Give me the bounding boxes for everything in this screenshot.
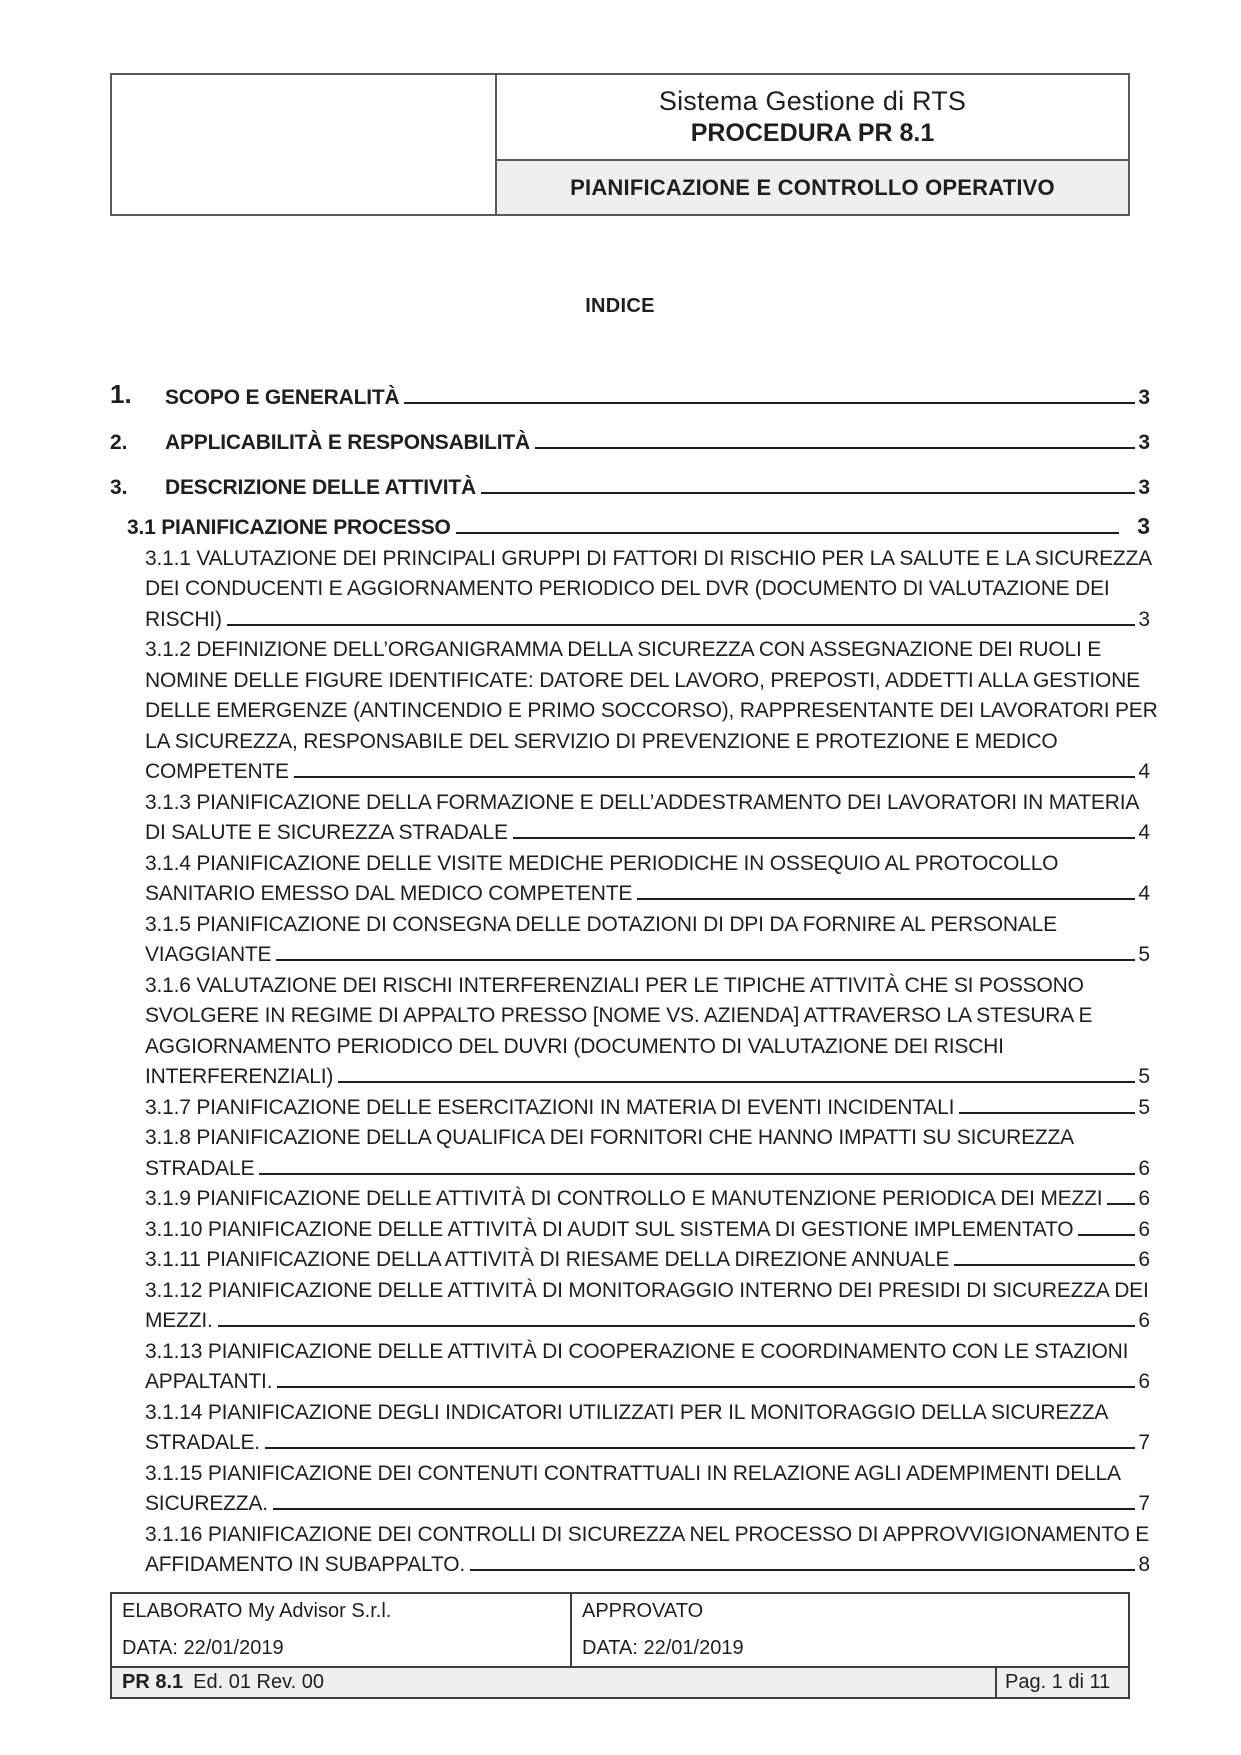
toc-item — [110, 1242, 1150, 1273]
toc-page-number: 6 — [1138, 1217, 1150, 1241]
toc-line — [110, 845, 1150, 876]
toc-item-text: 3.1.6 VALUTAZIONE DEI RISCHI INTERFERENZIALI PER LE TIPICHE ATTIVITÀ CHE SI POSSONO — [145, 973, 1084, 997]
toc-item-text: APPALTANTI. — [145, 1370, 273, 1393]
toc-page-number: 4 — [1138, 821, 1150, 844]
toc-item — [110, 1181, 1150, 1212]
toc-item-text: 3.1.7 PIANIFICAZIONE DELLE ESERCITAZIONI IN MATERIA DI EVENTI INCIDENTALI — [145, 1095, 955, 1119]
toc-page-number: 3 — [1138, 607, 1150, 631]
toc-item — [110, 906, 1150, 967]
toc-page-number: 5 — [1138, 943, 1150, 966]
toc-leader-line — [259, 1173, 1135, 1175]
toc-leader-line — [294, 776, 1135, 778]
elaborato-date: DATA: 22/01/2019 — [122, 1637, 284, 1659]
toc-leader-line — [1107, 1203, 1135, 1205]
toc-leader-line — [535, 447, 1135, 449]
toc-item-text: AFFIDAMENTO IN SUBAPPALTO. — [145, 1553, 465, 1576]
toc-line — [110, 1181, 1150, 1212]
toc-item — [110, 1120, 1150, 1181]
toc-leader-line — [456, 532, 1120, 534]
toc-item — [110, 845, 1150, 906]
toc-line — [110, 1150, 1150, 1181]
toc-item — [110, 1272, 1150, 1333]
index-heading: INDICE — [585, 295, 655, 317]
toc-page-number: 6 — [1138, 1309, 1150, 1332]
toc-item-text: SCOPO E GENERALITÀ — [165, 386, 400, 409]
toc-line — [110, 1303, 1150, 1334]
toc-leader-line — [481, 492, 1135, 494]
toc-line — [110, 410, 1150, 455]
toc-leader-line — [338, 1081, 1135, 1083]
toc-page-number: 5 — [1138, 1065, 1150, 1088]
toc-item — [110, 455, 1150, 500]
toc-line — [110, 1028, 1150, 1059]
toc-leader-line — [277, 1386, 1135, 1388]
toc-page-number: 6 — [1138, 1370, 1150, 1393]
page-indicator-cell — [995, 1668, 1128, 1697]
system-title: Sistema Gestione di RTS — [658, 86, 967, 116]
toc-page-number: 4 — [1138, 882, 1150, 905]
toc-item-text: COMPETENTE — [145, 760, 289, 783]
toc-line — [110, 1272, 1150, 1303]
toc-page-number: 8 — [1138, 1553, 1150, 1576]
toc-item-text: 3.1.9 PIANIFICAZIONE DELLE ATTIVITÀ DI CONTROLLO E MANUTENZIONE PERIODICA DEI MEZZI — [145, 1187, 1103, 1210]
toc-page-number: 7 — [1138, 1492, 1150, 1515]
toc-line — [110, 455, 1150, 500]
toc-line — [110, 1486, 1150, 1517]
toc-item-text: STRADALE — [145, 1156, 255, 1180]
toc-item-text: NOMINE DELLE FIGURE IDENTIFICATE: DATORE DEL LAVORO, PREPOSTI, ADDETTI ALLA GESTIONE — [145, 668, 1140, 692]
toc-line — [110, 754, 1150, 785]
toc-item-number: 3. — [110, 476, 128, 499]
toc-leader-line — [227, 624, 1136, 626]
toc-leader-line — [637, 898, 1135, 900]
toc-page-number: 6 — [1138, 1248, 1150, 1271]
approvato-cell — [572, 1594, 1128, 1666]
footer-revision-row — [112, 1666, 1128, 1697]
toc-line — [110, 632, 1150, 663]
elaborato-label: ELABORATO My Advisor S.r.l. — [122, 1600, 392, 1622]
toc-item-text: MEZZI. — [145, 1309, 213, 1332]
toc-line — [110, 998, 1150, 1029]
toc-item — [110, 1089, 1150, 1120]
toc-line — [110, 937, 1150, 968]
doc-code: PR 8.1 — [122, 1671, 184, 1693]
toc-item-text: 3.1.4 PIANIFICAZIONE DELLE VISITE MEDICHE PERIODICHE IN OSSEQUIO AL PROTOCOLLO — [145, 851, 1059, 875]
toc-list — [110, 365, 1158, 1577]
toc-item-number: 2. — [110, 431, 128, 454]
toc-line — [110, 662, 1150, 693]
toc-line — [110, 1120, 1150, 1151]
toc-leader-line — [218, 1325, 1136, 1327]
toc-item-text: LA SICUREZZA, RESPONSABILE DEL SERVIZIO DI PREVENZIONE E PROTEZIONE E MEDICO — [145, 729, 1058, 753]
toc-line — [110, 1455, 1150, 1486]
toc-item-text: 3.1.16 PIANIFICAZIONE DEI CONTROLLI DI SICUREZZA NEL PROCESSO DI APPROVVIGIONAMENTO E — [145, 1522, 1150, 1546]
toc-item — [110, 632, 1158, 785]
toc-line — [110, 1089, 1150, 1120]
toc-item — [110, 784, 1150, 845]
toc-item-text: STRADALE. — [145, 1431, 260, 1454]
toc-line — [110, 1394, 1150, 1425]
toc-item-text: SANITARIO EMESSO DAL MEDICO COMPETENTE — [145, 882, 633, 905]
toc-item — [110, 1516, 1150, 1577]
toc-item-text: AGGIORNAMENTO PERIODICO DEL DUVRI (DOCUMENTO DI VALUTAZIONE DEI RISCHI — [145, 1034, 1004, 1058]
toc-item-text: 3.1.11 PIANIFICAZIONE DELLA ATTIVITÀ DI RIESAME DELLA DIREZIONE ANNUALE — [145, 1248, 950, 1271]
toc-item-text: 3.1.12 PIANIFICAZIONE DELLE ATTIVITÀ DI MONITORAGGIO INTERNO DEI PRESIDI DI SICUREZZA DEI — [145, 1278, 1149, 1302]
toc-item-number: 1. — [110, 379, 132, 409]
toc-item-text: 3.1.10 PIANIFICAZIONE DELLE ATTIVITÀ DI AUDIT SUL SISTEMA DI GESTIONE IMPLEMENTATO — [145, 1217, 1074, 1241]
toc-item-text: APPLICABILITÀ E RESPONSABILITÀ — [165, 431, 531, 454]
toc-item — [110, 1394, 1150, 1455]
toc-line — [110, 500, 1150, 540]
toc-item-text: INTERFERENZIALI) — [145, 1065, 334, 1088]
procedure-title: PROCEDURA PR 8.1 — [690, 119, 935, 147]
toc-item-text: SVOLGERE IN REGIME DI APPALTO PRESSO [NOME VS. AZIENDA] ATTRAVERSO LA STESURA E — [145, 1004, 1093, 1027]
toc-line — [110, 815, 1150, 846]
toc-leader-line — [513, 837, 1136, 839]
footer-approval-row — [112, 1594, 1128, 1666]
toc-line — [110, 1547, 1150, 1578]
toc-page-number: 3 — [1138, 386, 1150, 409]
logo-placeholder-cell — [112, 75, 497, 214]
document-header-table — [110, 73, 1130, 216]
toc-line — [110, 1059, 1150, 1090]
toc-item — [110, 365, 1150, 410]
toc-item — [110, 1211, 1150, 1242]
toc-item — [110, 967, 1150, 1089]
toc-page-number: 7 — [1138, 1431, 1150, 1454]
toc-line — [110, 1242, 1150, 1273]
toc-item-text: VIAGGIANTE — [145, 943, 272, 966]
page-indicator: Pag. 1 di 11 — [1005, 1671, 1111, 1693]
toc-item-text: DEI CONDUCENTI E AGGIORNAMENTO PERIODICO DEL DVR (DOCUMENTO DI VALUTAZIONE DEI — [145, 577, 1110, 600]
toc-line — [110, 365, 1150, 410]
toc-item-text: SICUREZZA. — [145, 1492, 268, 1515]
toc-item — [110, 1455, 1150, 1516]
toc-page-number: 5 — [1138, 1095, 1150, 1119]
toc-item-text: 3.1.3 PIANIFICAZIONE DELLA FORMAZIONE E DELL’ADDESTRAMENTO DEI LAVORATORI IN MATERIA — [145, 790, 1140, 814]
toc-item-text: 3.1.5 PIANIFICAZIONE DI CONSEGNA DELLE DOTAZIONI DI DPI DA FORNIRE AL PERSONALE — [145, 912, 1057, 936]
toc-page-number: 3 — [1138, 476, 1150, 499]
toc-leader-line — [1078, 1234, 1135, 1236]
toc-item-text: 3.1.8 PIANIFICAZIONE DELLA QUALIFICA DEI FORNITORI CHE HANNO IMPATTI SU SICUREZZA — [145, 1126, 1074, 1149]
toc-line — [110, 601, 1150, 632]
toc-line — [110, 1364, 1150, 1395]
toc-item — [110, 500, 1150, 540]
toc-item-text: 3.1.2 DEFINIZIONE DELL’ORGANIGRAMMA DELLA SICUREZZA CON ASSEGNAZIONE DEI RUOLI E — [145, 638, 1102, 661]
toc-line — [110, 784, 1150, 815]
toc-page-number: 3 — [1137, 513, 1150, 539]
toc-line — [110, 540, 1150, 571]
document-footer-table — [110, 1592, 1130, 1699]
toc-line — [110, 1425, 1150, 1456]
toc-line — [110, 967, 1150, 998]
toc-item-text: 3.1.13 PIANIFICAZIONE DELLE ATTIVITÀ DI COOPERAZIONE E COORDINAMENTO CON LE STAZIONI — [145, 1339, 1129, 1363]
toc-item — [110, 540, 1150, 632]
toc-item-text: 3.1.15 PIANIFICAZIONE DEI CONTENUTI CONTRATTUALI IN RELAZIONE AGLI ADEMPIMENTI DELLA — [145, 1461, 1121, 1485]
toc-leader-line — [276, 959, 1135, 961]
toc-leader-line — [265, 1447, 1135, 1449]
toc-line — [110, 723, 1150, 754]
toc-leader-line — [404, 402, 1135, 404]
header-title-block — [497, 75, 1128, 159]
toc-page-number: 6 — [1138, 1187, 1150, 1210]
toc-item-text: DELLE EMERGENZE (ANTINCENDIO E PRIMO SOCCORSO), RAPPRESENTANTE DEI LAVORATORI PER — [145, 699, 1158, 722]
toc-leader-line — [954, 1264, 1135, 1266]
toc-line — [110, 693, 1158, 724]
toc-line — [110, 1333, 1150, 1364]
toc-item-text: DI SALUTE E SICUREZZA STRADALE — [145, 821, 508, 844]
toc-line — [110, 571, 1150, 602]
toc-page-number: 4 — [1138, 760, 1150, 783]
approvato-label: APPROVATO — [582, 1600, 704, 1622]
toc-line — [110, 906, 1150, 937]
toc-item-text: RISCHI) — [145, 607, 222, 631]
toc-line — [110, 876, 1150, 907]
toc-line — [110, 1211, 1150, 1242]
toc-line — [110, 1516, 1150, 1547]
toc-item-text: 3.1.1 VALUTAZIONE DEI PRINCIPALI GRUPPI DI FATTORI DI RISCHIO PER LA SALUTE E LA SICUREZZA — [145, 546, 1152, 570]
doc-edition: Ed. 01 Rev. 00 — [193, 1671, 324, 1693]
toc-item-text: DESCRIZIONE DELLE ATTIVITÀ — [165, 476, 476, 499]
toc-leader-line — [959, 1112, 1135, 1114]
document-title-band: PIANIFICAZIONE E CONTROLLO OPERATIVO — [497, 159, 1128, 214]
approvato-date: DATA: 22/01/2019 — [582, 1637, 744, 1659]
doc-code-cell — [112, 1668, 995, 1697]
toc-item-text: 3.1.14 PIANIFICAZIONE DEGLI INDICATORI UTILIZZATI PER IL MONITORAGGIO DELLA SICUREZZA — [145, 1400, 1109, 1424]
header-title-cell — [497, 75, 1128, 214]
toc-item-text: 3.1 PIANIFICAZIONE PROCESSO — [127, 516, 451, 539]
elaborato-cell — [112, 1594, 572, 1666]
toc-leader-line — [470, 1569, 1135, 1571]
toc-leader-line — [273, 1508, 1135, 1510]
toc-page-number: 3 — [1138, 431, 1150, 454]
toc-item — [110, 1333, 1150, 1394]
toc-item — [110, 410, 1150, 455]
toc-page-number: 6 — [1138, 1156, 1150, 1180]
